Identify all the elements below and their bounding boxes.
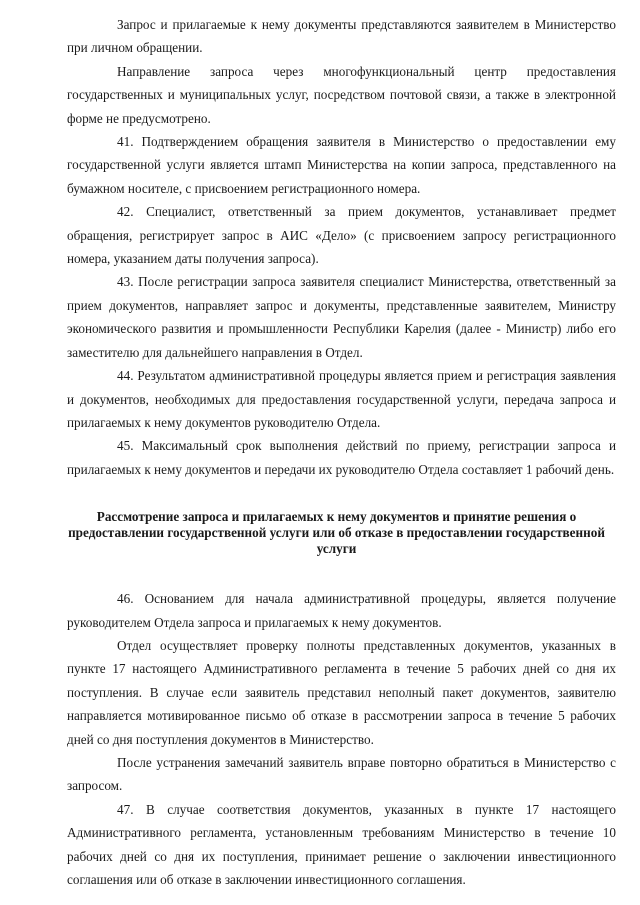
paragraph-resubmission: После устранения замечаний заявитель вправе повторно обратиться в Министерство с запросом. [67, 754, 616, 794]
paragraph-46: 46. Основанием для начала административной процедуры, является получение руководителем Отдела запроса и прилагаемых к нему документов. [67, 591, 616, 630]
paragraph-45: 45. Максимальный срок выполнения действий по приему, регистрации запроса и прилагаемых к нему документов и передачи их руководителю Отдела составляет 1 рабочий день. [67, 438, 616, 477]
paragraph-41: 41. Подтверждением обращения заявителя в Министерство о предоставлении ему государственной услуги является штамп Министерства на копии запроса, представленного на бумажном носителе, с присвоением регистрационного номера. [67, 134, 616, 196]
paragraph-submission-in-person: Запрос и прилагаемые к нему документы представляются заявителем в Министерство при личном обращении. [67, 17, 616, 56]
paragraph-other-channels: Направление запроса через многофункциональный центр предоставления государственных и муниципальных услуг, посредством почтовой связи, а также в электронной форме не предусмотрено. [67, 63, 616, 126]
paragraph-44: 44. Результатом административной процедуры является прием и регистрация заявления и документов, необходимых для предоставления государственной услуги, передача запроса и прилагаемых к нему документов руководителю Отдела. [67, 368, 616, 430]
section-heading: Рассмотрение запроса и прилагаемых к нему документов и принятие решения о предоставлении государственной услуги или об отказе в предоставлении государственной услуги [68, 509, 605, 557]
paragraph-42: 42. Специалист, ответственный за прием документов, устанавливает предмет обращения, регистрирует запрос в АИС «Дело» (с присвоением запросу регистрационного номера, указанием даты получения запроса). [67, 204, 616, 267]
paragraph-43: 43. После регистрации запроса заявителя специалист Министерства, ответственный за прием документов, направляет запрос и документы, представленные заявителем, Министру экономического развития и промышленности Республики Карелия (далее - Министр) либо его заместителю для дальнейшего направления в Отдел. [67, 274, 616, 360]
paragraph-completeness-check: Отдел осуществляет проверку полноты представленных документов, указанных в пункте 17 настоящего Административного регламента в течение 5 рабочих дней со дня их поступления. В случае если заявитель представил неполный пакет документов, заявителю направляется мотивированное письмо об отказе в рассмотрении запроса в течение 5 рабочих дней со дня поступления документов в Министерство. [67, 637, 616, 747]
paragraph-47: 47. В случае соответствия документов, указанных в пункте 17 настоящего Административного регламента, установленным требованиям Министерство в течение 10 рабочих дней со дня их поступления, принимает решение о заключении инвестиционного соглашения или об отказе в заключении инвестиционного соглашения. [67, 801, 616, 887]
